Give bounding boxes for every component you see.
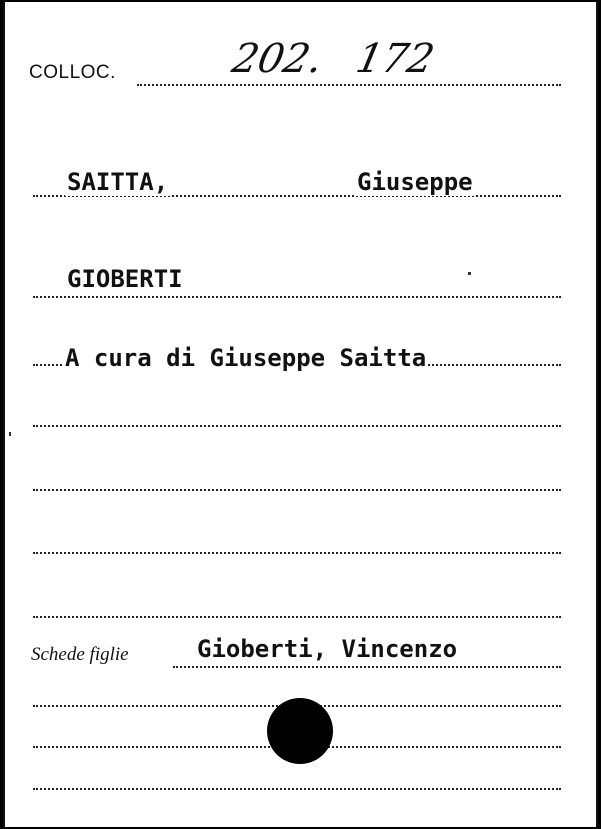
child-cards-value: Gioberti, Vincenzo: [197, 635, 458, 663]
blank-rule: [33, 425, 561, 427]
ink-speck: [9, 432, 11, 436]
blank-rule: [33, 489, 561, 491]
title-text: GIOBERTI: [67, 265, 183, 293]
colloc-number-b: 172: [352, 36, 439, 82]
blank-rule: [33, 788, 561, 790]
punch-hole: [267, 698, 333, 764]
title-rule: [33, 296, 561, 298]
catalog-card: [3, 2, 598, 827]
author-surname: SAITTA,: [67, 168, 169, 196]
colloc-number-a: 202.: [228, 36, 327, 82]
author-given-name: Giuseppe: [357, 168, 473, 196]
ink-speck: [468, 272, 471, 275]
colloc-rule: [137, 84, 561, 86]
blank-rule: [33, 616, 561, 618]
blank-rule: [33, 552, 561, 554]
colloc-label: COLLOC.: [29, 62, 116, 83]
child-cards-rule: [173, 666, 561, 668]
child-cards-label: Schede figlie: [31, 644, 129, 665]
editor-note: A cura di Giuseppe Saitta: [65, 344, 427, 372]
